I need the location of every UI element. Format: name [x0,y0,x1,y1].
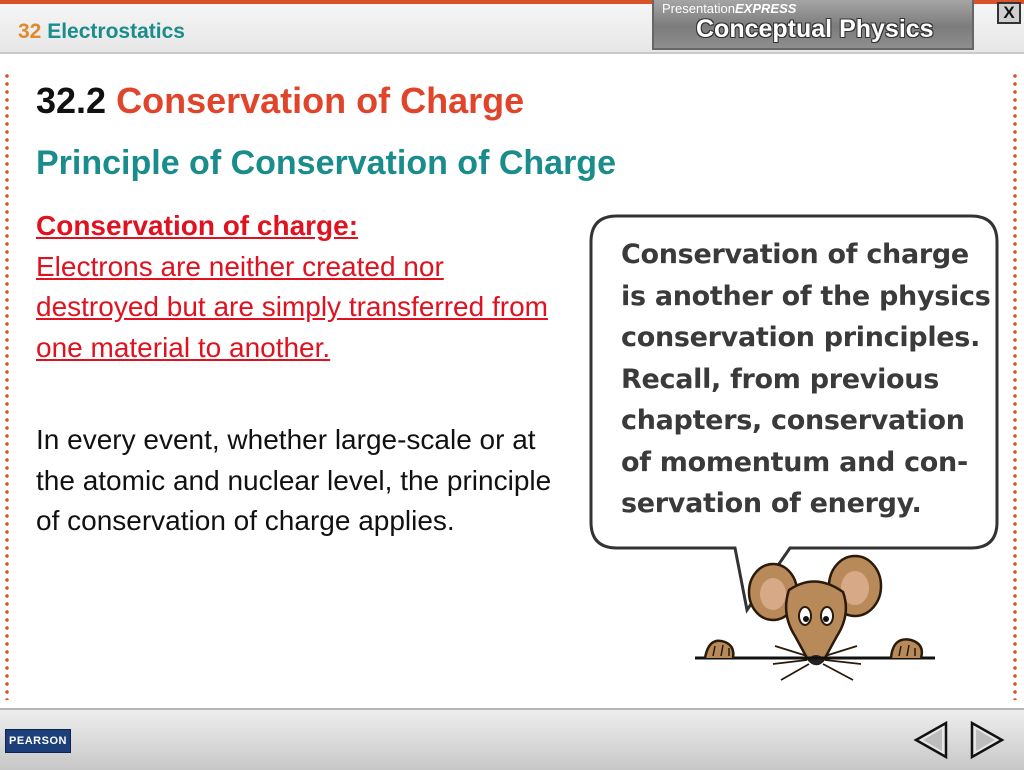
definition-block [36,206,556,368]
right-dotted-border [1012,72,1018,700]
slide-subtitle: Principle of Conservation of Charge [36,144,616,182]
arrow-right-icon [968,720,1006,760]
header-bar [0,0,1024,54]
definition-term: Conservation of charge: [36,210,359,241]
mouse-speech-figure [585,210,1010,690]
bubble-line: servation of energy. [621,488,922,519]
section-heading: Conservation of Charge [116,80,525,121]
previous-slide-button[interactable] [912,720,950,760]
close-button[interactable]: X [997,2,1021,24]
bubble-line: chapters, conservation [621,405,965,436]
mouse-icon [695,556,935,680]
section-title [36,80,524,122]
body-paragraph: In every event, whether large-scale or at the atomic and nuclear level, the principle of conservation of charge applies. [36,424,552,536]
bubble-line: Conservation of charge [621,239,969,270]
arrow-left-icon [912,720,950,760]
chapter-title: Electrostatics [47,20,185,43]
bubble-line: Recall, from previous [621,363,939,395]
pearson-logo: PEARSON [5,729,71,753]
definition-text: Electrons are neither created nor destroyed but are simply transferred from one material to another. [36,250,548,363]
section-number: 32.2 [36,80,107,121]
brand-title: Conceptual Physics [696,15,934,43]
footer-bar [0,708,1024,770]
left-dotted-border [4,72,10,700]
chapter-label [18,20,185,44]
bubble-line: of momentum and con- [621,446,968,478]
bubble-line: is another of the physics [621,280,991,312]
brand-logo [652,0,974,50]
brand-subtitle: PresentationEXPRESS [662,1,797,16]
next-slide-button[interactable] [968,720,1006,760]
speech-bubble-text [621,234,993,525]
bubble-line: conservation principles. [621,322,981,353]
chapter-number: 32 [18,20,42,43]
